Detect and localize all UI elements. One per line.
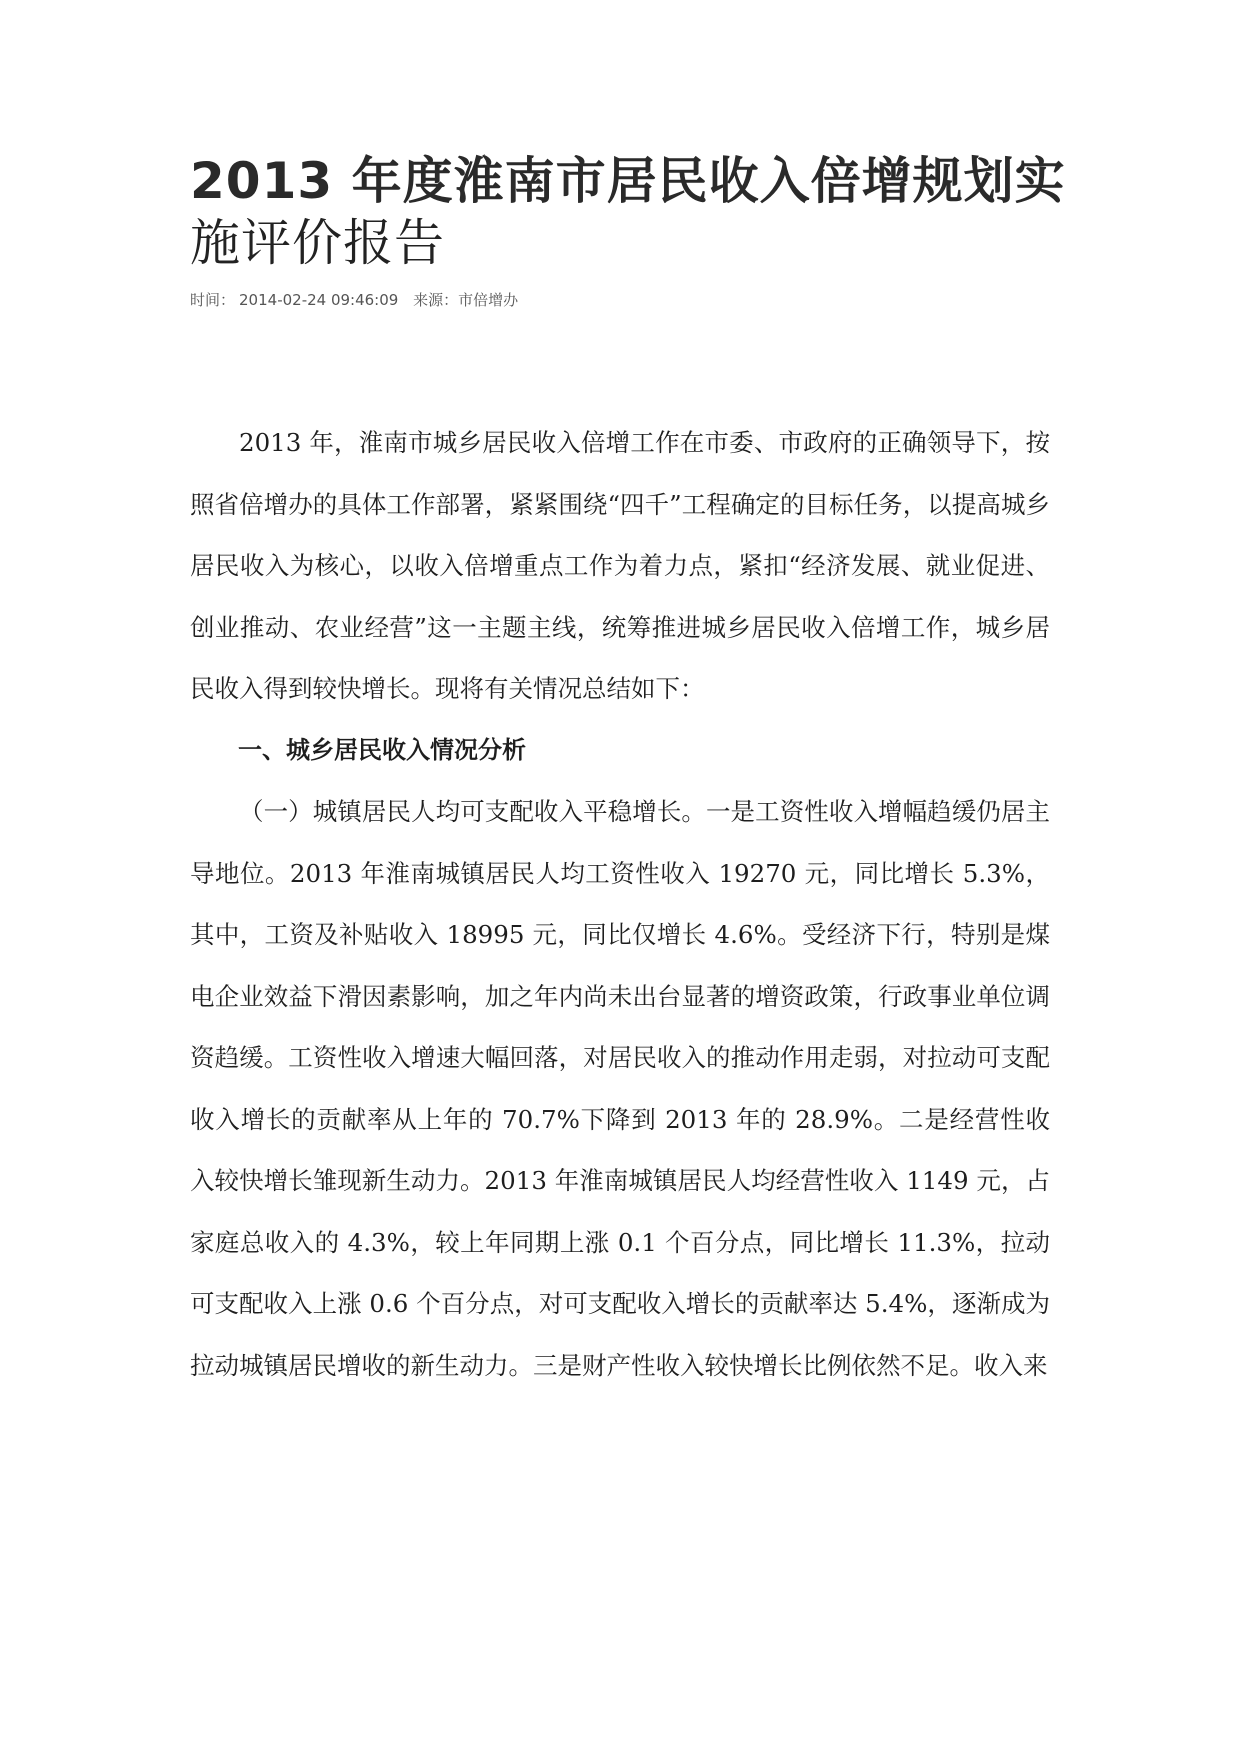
meta-time: 2014-02-24 09:46:09 xyxy=(239,291,399,309)
meta-source: 市倍增办 xyxy=(458,291,519,309)
meta-source-label: 来源： xyxy=(413,291,459,309)
intro-paragraph: 2013 年，淮南市城乡居民收入倍增工作在市委、市政府的正确领导下，按照省倍增办的具体工作部署，紧紧围绕“四千”工程确定的目标任务，以提高城乡居民收入为核心，以收入倍增重点工作为着力点，紧扣“经济发展、就业促进、创业推动、农业经营”这一主题主线，统筹推进城乡居民收入倍增工作，城乡居民收入得到较快增长。现将有关情况总结如下： xyxy=(190,428,1050,703)
article-title xyxy=(190,150,1070,274)
article-title-line2: 施评价报告 xyxy=(190,214,445,272)
section-heading: 一、城乡居民收入情况分析 xyxy=(238,735,526,764)
article-meta xyxy=(190,289,522,310)
section-paragraph: （一）城镇居民人均可支配收入平稳增长。一是工资性收入增幅趋缓仍居主导地位。2013 年淮南城镇居民人均工资性收入 19270 元，同比增长 5.3%，其中，工资及补贴收入 18995 元，同比仅增长 4.6%。受经济下行，特别是煤电企业效益下滑因素影响，加之年内尚未出台显著的增资政策，行政事业单位调资趋缓。工资性收入增速大幅回落，对居民收入的推动作用走弱，对拉动可支配收入增长的贡献率从上年的 70.7%下降到 2013 年的 28.9%。二是经营性收入较快增长雏现新生动力。2013 年淮南城镇居民人均经营性收入 1149 元，占家庭总收入的 4.3%，较上年同期上涨 0.1 个百分点，同比增长 11.3%，拉动可支配收入上涨 0.6 个百分点，对可支配收入增长的贡献率达 5.4%，逐渐成为拉动城镇居民增收的新生动力。三是财产性收入较快增长比例依然不足。收入来 xyxy=(190,797,1050,1380)
meta-time-label: 时间： xyxy=(190,291,236,309)
article-title-line1: 2013 年度淮南市居民收入倍增规划实 xyxy=(190,152,1066,210)
article-body xyxy=(190,412,1050,1396)
